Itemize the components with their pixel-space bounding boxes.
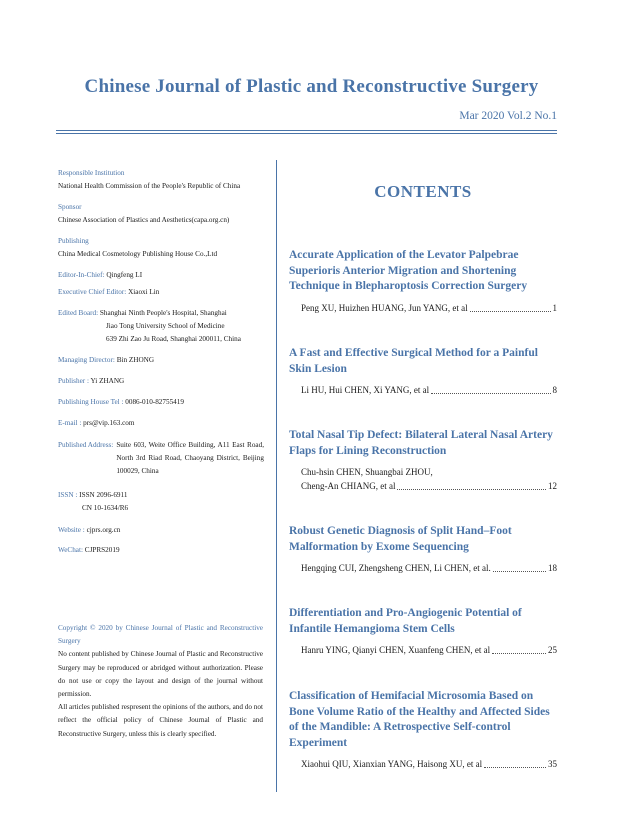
issue-info: Mar 2020 Vol.2 No.1 xyxy=(459,110,557,122)
email-row xyxy=(58,418,264,428)
toc-entry-authors: Xiaohui QIU, Xianxian YANG, Haisong XU, et al xyxy=(301,759,483,769)
toc-entry-title[interactable]: Total Nasal Tip Defect: Bilateral Lateral Nasal Artery Flaps for Lining Reconstruction xyxy=(289,429,553,457)
toc-entry-authors-line1: Chu-hsin CHEN, Shuangbai ZHOU, xyxy=(301,467,433,477)
tel-value: 0086-010-82755419 xyxy=(125,398,184,406)
toc-entry-title[interactable]: Classification of Hemifacial Microsomia Based on Bone Volume Ratio of the Healthy and Affected Sides of the Mandible: A Retrospective Self-control Experiment xyxy=(289,690,550,749)
publisher-label: Publisher : xyxy=(58,377,89,385)
publisher-row xyxy=(58,376,264,386)
copyright-para2: All articles published respresent the opinions of the authors, and do not reflect the official policy of Chinese Journal of Plastic and Reconstructive Surgery, unless this is clearly specified. xyxy=(58,703,263,738)
leader-dots xyxy=(431,393,550,394)
toc-entry-authors-row xyxy=(289,466,557,479)
email-value[interactable]: prs@vip.163.com xyxy=(83,419,135,427)
address-row xyxy=(58,439,264,478)
leader-dots xyxy=(397,489,546,490)
address-value: Suite 603, Weite Office Building, A11 East Road, North 3rd Riad Road, Chaoyang District, Beijing 100029, China xyxy=(116,441,264,475)
responsible-label: Responsible Institution xyxy=(58,169,125,177)
email-label: E-mail : xyxy=(58,419,82,427)
toc-entry-title[interactable]: Robust Genetic Diagnosis of Split Hand–Foot Malformation by Exome Sequencing xyxy=(289,525,512,553)
editor-label: Editor-In-Chief: xyxy=(58,271,105,279)
toc-entry-authors-row xyxy=(289,480,557,493)
toc-entry[interactable] xyxy=(289,606,557,657)
edited-board-line1: Shanghai Ninth People's Hospital, Shanghai xyxy=(99,309,227,317)
toc-entry-page: 12 xyxy=(548,481,557,491)
address-label: Published Address: xyxy=(58,441,114,449)
leader-dots xyxy=(484,767,546,768)
managing-director-row xyxy=(58,355,264,365)
toc-entry-page: 35 xyxy=(548,759,557,769)
sponsor-label: Sponsor xyxy=(58,203,82,211)
managing-director-value: Bin ZHONG xyxy=(116,356,155,364)
issn-row xyxy=(58,490,264,500)
toc-entry-page: 18 xyxy=(548,563,557,573)
tel-label: Publishing House Tel : xyxy=(58,398,124,406)
issn-value: ISSN 2096-6911 xyxy=(79,491,128,499)
toc-entry-page: 8 xyxy=(552,385,557,395)
editor-row xyxy=(58,270,264,280)
copyright-block xyxy=(58,622,263,741)
publishing-value: China Medical Cosmetology Publishing House Co.,Ltd xyxy=(58,250,218,258)
edited-board-label: Edited Board: xyxy=(58,309,99,317)
website-value[interactable]: cjprs.org.cn xyxy=(86,526,121,534)
website-label: Website : xyxy=(58,526,85,534)
edited-board-row xyxy=(58,308,264,318)
toc-entry-authors-row xyxy=(289,644,557,657)
toc-entry[interactable] xyxy=(289,346,557,397)
responsible-value: National Health Commission of the People's Republic of China xyxy=(58,182,241,190)
publishing-label: Publishing xyxy=(58,237,89,245)
exec-editor-row xyxy=(58,287,264,297)
tel-row xyxy=(58,397,264,407)
journal-title: Chinese Journal of Plastic and Reconstructive Surgery xyxy=(84,76,539,97)
header-rule xyxy=(56,130,557,131)
copyright-heading: Copyright © 2020 by Chinese Journal of Plastic and Reconstructive Surgery xyxy=(58,624,263,646)
leader-dots xyxy=(493,571,546,572)
wechat-row xyxy=(58,545,264,555)
toc-entry-authors: Li HU, Hui CHEN, Xi YANG, et al xyxy=(301,385,430,395)
edited-board-line3: 639 Zhi Zao Ju Road, Shanghai 200011, China xyxy=(106,335,241,343)
column-divider xyxy=(276,160,277,792)
header-rule-thin xyxy=(56,133,557,134)
toc-entry-title[interactable]: A Fast and Effective Surgical Method for a Painful Skin Lesion xyxy=(289,347,538,375)
toc-entry-authors-row xyxy=(289,384,557,397)
toc-entry[interactable] xyxy=(289,689,557,771)
toc-entry-page: 25 xyxy=(548,645,557,655)
issn-label: ISSN : xyxy=(58,491,78,499)
editor-value: Qingfeng LI xyxy=(106,271,143,279)
copyright-para1: No content published by Chinese Journal of Plastic and Reconstructive Surgery may be reproduced or abridged without authorization. Please do not use or copy the layout and design of the journal without permission. xyxy=(58,650,263,699)
managing-director-label: Managing Director: xyxy=(58,356,115,364)
contents-heading: CONTENTS xyxy=(374,182,472,201)
cn-value: CN 10-1634/R6 xyxy=(82,504,129,512)
wechat-value: CJPRS2019 xyxy=(84,546,120,554)
toc-entry[interactable] xyxy=(289,428,557,493)
wechat-label: WeChat: xyxy=(58,546,83,554)
sponsor-value: Chinese Association of Plastics and Aesthetics(capa.org.cn) xyxy=(58,216,230,224)
toc-entry-authors-row xyxy=(289,302,557,315)
toc-entry-authors-row xyxy=(289,758,557,771)
toc-entry-authors: Hengqing CUI, Zhengsheng CHEN, Li CHEN, et al. xyxy=(301,563,491,573)
publisher-value: Yi ZHANG xyxy=(90,377,125,385)
masthead-sidebar xyxy=(58,168,264,555)
website-row xyxy=(58,525,264,535)
leader-dots xyxy=(470,311,551,312)
exec-editor-value: Xiaoxi Lin xyxy=(128,288,160,296)
toc-entry[interactable] xyxy=(289,524,557,575)
toc-entry-title[interactable]: Accurate Application of the Levator Palpebrae Superioris Anterior Migration and Shortening Technique in Blepharoptosis Correction Surgery xyxy=(289,249,528,292)
toc-entry-authors: Peng XU, Huizhen HUANG, Jun YANG, et al xyxy=(301,302,468,313)
exec-editor-label: Executive Chief Editor: xyxy=(58,288,127,296)
toc-entry[interactable] xyxy=(289,248,557,315)
edited-board-line2: Jiao Tong University School of Medicine xyxy=(106,322,225,330)
toc-entry-authors: Hanru YING, Qianyi CHEN, Xuanfeng CHEN, et al xyxy=(301,645,491,655)
toc-entry-authors: Cheng-An CHIANG, et al xyxy=(301,481,396,491)
leader-dots xyxy=(492,653,546,654)
toc-entry-page: 1 xyxy=(552,302,557,313)
toc-entry-title[interactable]: Differentiation and Pro-Angiogenic Potential of Infantile Hemangioma Stem Cells xyxy=(289,607,522,635)
toc-entry-authors-row xyxy=(289,562,557,575)
